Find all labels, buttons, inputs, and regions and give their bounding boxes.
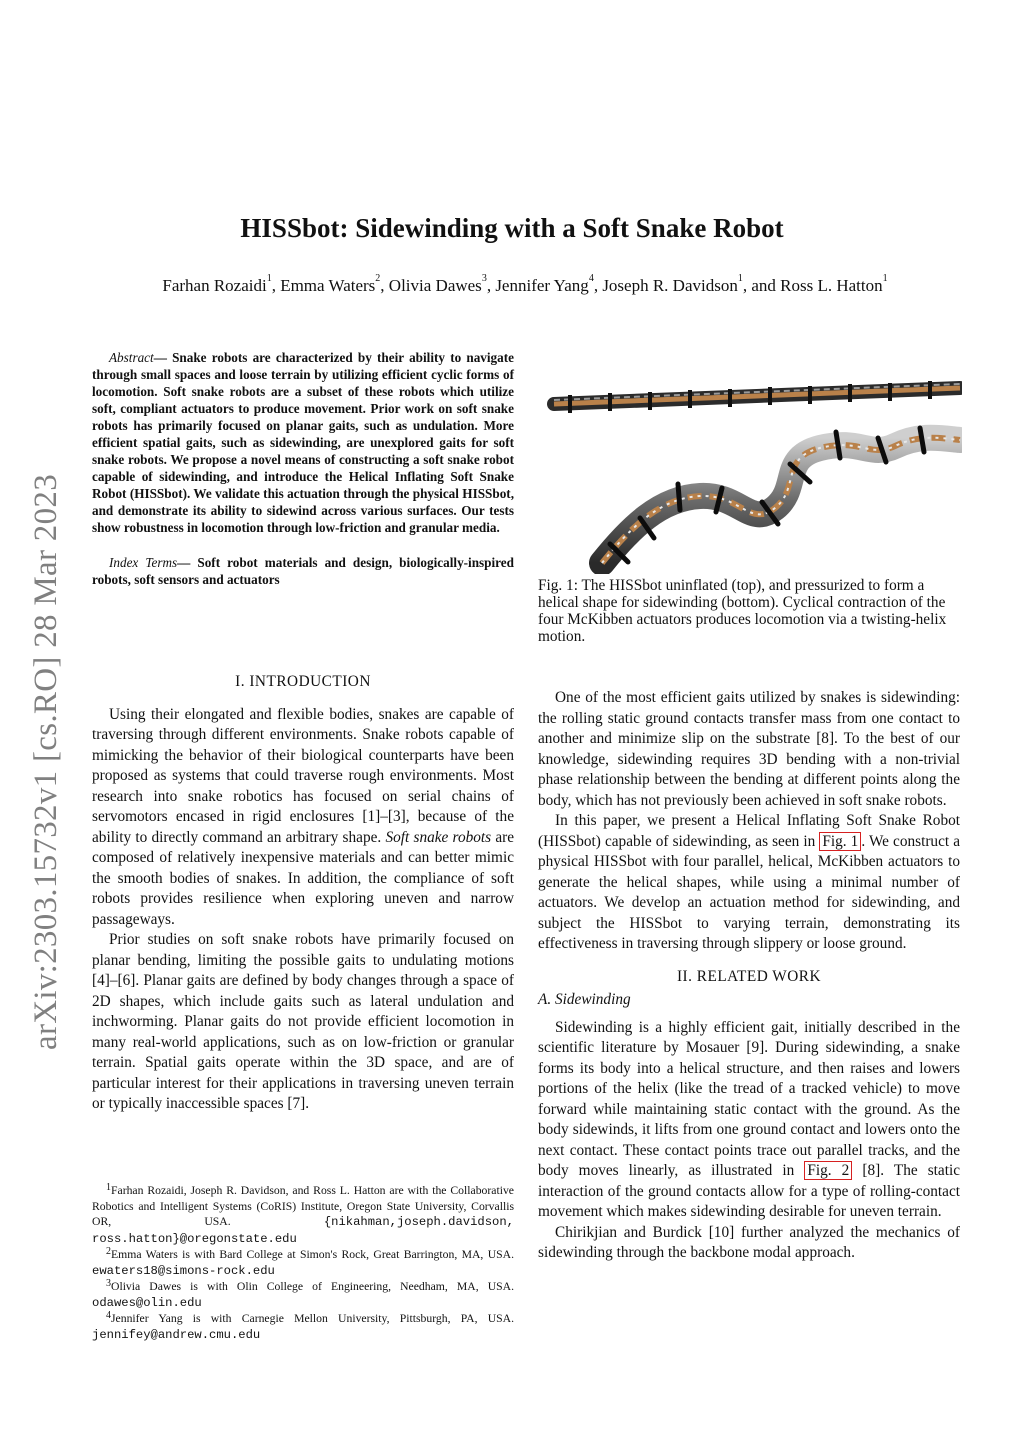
footnote: $^4$Jennifer Yang is with Carnegie Mellon University, Pittsburgh, PA, USA. jennifey@andrew.cmu.edu bbox=[92, 1310, 514, 1342]
email: jennifey@andrew.cmu.edu bbox=[92, 1327, 261, 1342]
author-list: Farhan Rozaidi$^1$, Emma Waters$^2$, Olivia Dawes$^3$, Jennifer Yang$^4$, Joseph R. Davidson$^1$, and Ross L. Hatton$^1$ bbox=[162, 273, 888, 295]
figure-1-caption: Fig. 1: The HISSbot uninflated (top), and pressurized to form a helical shape for sidewinding (bottom). Cyclical contraction of the four McKibben actuators produces locomotion via a twisting-helix motion. bbox=[538, 577, 947, 645]
figure-2-link[interactable]: Fig. 2 bbox=[804, 1161, 852, 1180]
paragraph: Prior studies on soft snake robots have primarily focused on planar bending, limiting the possible gaits to undulating motions [4]–[6]. Planar gaits are defined by body changes through a space of 2D shapes, which include gaits such as lateral undulation and inchworming. Planar gaits do not provide efficient locomotion in many real-world applications, such as on low-friction or granular terrain. Spatial gaits operate within the 3D space, and are of particular interest for their applications in traversing uneven terrain or typically inaccessible spaces [7]. bbox=[92, 931, 514, 1112]
paper-title: HISSbot: Sidewinding with a Soft Snake Robot bbox=[240, 213, 784, 243]
section-heading: II. RELATED WORK bbox=[676, 967, 822, 985]
paragraph: Sidewinding is a highly efficient gait, initially described in the scientific literature by Mosauer [9]. During sidewinding, a snake forms its body into a helical structure, and then raises and lowers portions of the helix (like the tread of a tracked vehicle) to move forward while maintaining static contact with the ground. As the body sidewinds, it lifts from one ground contact and lowers onto the next contact. These contact points trace out parallel tracks, and the body moves linearly, as illustrated in Fig. 2 [8]. The static interaction of the ground contacts allow for a type of rolling-contact movement which makes sidewinding desirable for uneven terrain. bbox=[538, 1018, 961, 1220]
footnote: $^1$Farhan Rozaidi, Joseph R. Davidson, and Ross L. Hatton are with the Collaborative Robotics and Intelligent Systems (CoRIS) Institute, Oregon State University, Corvallis OR, USA. {nikahman,joseph.davidson, ross.hatton}@oregonstate.edu bbox=[92, 1182, 514, 1246]
paragraph: In this paper, we present a Helical Inflating Soft Snake Robot (HISSbot) capable of sidewinding, as seen in Fig. 1 . We construct a physical HISSbot with four parallel, helical, McKibben actuators to generate the helical shapes, while using a minimal number of actuators. We develop an actuation method for sidewinding, and subject the HISSbot to varying terrain, demonstrating its effectiveness in traversing through slippery or loose ground. bbox=[538, 812, 960, 952]
subsection-heading: A. Sidewinding bbox=[538, 991, 631, 1008]
paragraph: One of the most efficient gaits utilized by snakes is sidewinding: the rolling static ground contacts transfer mass from one contact to another and minimize slip on the substrate [8]. To the best of our knowledge, sidewinding requires 3D bending with a non-trivial phase relationship between the bending at different points along the body, which has not previously been achieved in soft snake robots. bbox=[538, 689, 960, 809]
snake-robot-photo bbox=[540, 378, 962, 574]
email: odawes@olin.edu bbox=[92, 1295, 202, 1310]
email: {nikahman,joseph.davidson, ross.hatton}@oregonstate.edu bbox=[92, 1215, 514, 1246]
paragraph: Chirikjian and Burdick [10] further analyzed the mechanics of sidewinding through the backbone modal approach. bbox=[538, 1223, 960, 1261]
author: Joseph R. Davidson bbox=[602, 276, 738, 295]
section-heading: I. INTRODUCTION bbox=[235, 673, 371, 690]
paragraph: Using their elongated and flexible bodies, snakes are capable of traversing through different environments. Snake robots capable of mimicking the behavior of their biological counterparts have been proposed as systems that could traverse rough environments. Most research into snake robotics has focused on serial chains of servomotors encased in rigid enclosures [1]–[3], because of the ability to directly command an arbitrary shape. Soft snake robots are composed of relatively inexpensive materials and can better mimic the smooth bodies of snakes. In addition, the compliance of soft robots provides resilience when exploring uneven and narrow passageways. bbox=[92, 705, 515, 928]
abstract-text: — Snake robots are characterized by their ability to navigate through small spaces and loose terrain by utilizing efficient cyclic forms of locomotion. Soft snake robots are a subset of these robots which utilize soft, compliant actuators to produce movement. Prior work on soft snake robots has primarily focused on planar gaits, such as undulation. More efficient spatial gaits, such as sidewinding, are unexplored gaits for soft snake robots. We propose a novel means of constructing a soft snake robot capable of sidewinding, and introduce the Helical Inflating Soft Snake Robot (HISSbot). We validate this actuation through the physical HISSbot, and demonstrate its ability to sidewind across various surfaces. Our tests show robustness in locomotion through low-friction and granular media. bbox=[92, 350, 514, 535]
figure-1-image bbox=[540, 378, 962, 574]
email: ewaters18@simons-rock.edu bbox=[92, 1263, 275, 1278]
author: Farhan Rozaidi bbox=[162, 276, 267, 295]
index-terms-label: Index Terms bbox=[109, 555, 178, 570]
footnotes bbox=[92, 1183, 514, 1343]
abstract-label: Abstract bbox=[109, 350, 154, 365]
footnote: $^3$Olivia Dawes is with Olin College of Engineering, Needham, MA, USA. odawes@olin.edu bbox=[92, 1278, 514, 1310]
introduction-section bbox=[92, 672, 514, 1115]
author: Ross L. Hatton bbox=[780, 276, 883, 295]
author: Emma Waters bbox=[280, 276, 376, 295]
author: Olivia Dawes bbox=[388, 276, 482, 295]
footnote: $^2$Emma Waters is with Bard College at Simon's Rock, Great Barrington, MA, USA. ewaters18@simons-rock.edu bbox=[92, 1246, 514, 1278]
arxiv-identifier: arXiv:2303.15732v1 [cs.RO] 28 Mar 2023 bbox=[28, 474, 64, 1050]
author: Jennifer Yang bbox=[495, 276, 589, 295]
inflated-robot bbox=[602, 428, 960, 563]
abstract bbox=[92, 349, 514, 588]
uninflated-robot bbox=[554, 381, 960, 413]
figure-1-link[interactable]: Fig. 1 bbox=[819, 832, 861, 851]
right-column-body bbox=[538, 688, 960, 1264]
index-terms-text: — Soft robot materials and design, biologically-inspired robots, soft sensors and actuators bbox=[92, 555, 514, 587]
